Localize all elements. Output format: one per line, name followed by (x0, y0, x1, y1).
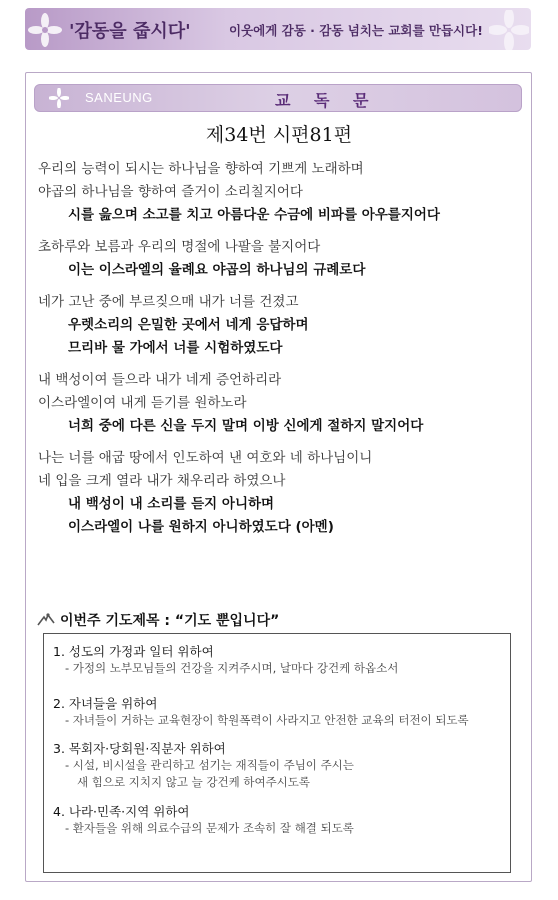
prayer-list (43, 633, 511, 873)
prayer-heading-text: 이번주 기도제목 : “기도 뿐입니다” (60, 613, 280, 629)
prayer-item-detail: - 자녀들이 거하는 교육현장이 학원폭력이 사라지고 안전한 교육의 터전이 되도록 (65, 713, 469, 727)
leader-line: 네 입을 크게 열라 내가 채우리라 하였으나 (38, 473, 286, 489)
response-line: 내 백성이 내 소리를 듣지 아니하며 (68, 496, 275, 512)
leader-line: 이스라엘이여 내게 듣기를 원하노라 (38, 395, 247, 411)
prayer-item (53, 741, 354, 791)
prayer-item (53, 804, 354, 837)
prayer-item-title: 3. 목회자·당회원·직분자 위하여 (53, 741, 226, 756)
response-line: 이는 이스라엘의 율례요 야곱의 하나님의 규례로다 (68, 262, 366, 278)
prayer-item (53, 644, 398, 677)
response-line: 우렛소리의 은밀한 곳에서 네게 응답하며 (68, 317, 309, 333)
praying-hands-icon (36, 613, 56, 627)
leader-line: 야곱의 하나님을 향하여 즐거이 소리칠지어다 (38, 184, 303, 200)
stanza (38, 447, 528, 539)
stanza (38, 158, 528, 227)
stanza (38, 369, 528, 438)
prayer-item-title: 2. 자녀들을 위하여 (53, 696, 158, 711)
flower-icon (28, 13, 62, 47)
section-header (34, 84, 522, 112)
section-title: 교 독 문 (275, 91, 378, 110)
brand-label: SANEUNG (85, 90, 153, 105)
prayer-item-title: 4. 나라·민족·지역 위하여 (53, 804, 190, 819)
flower-decoration-icon (489, 10, 529, 50)
prayer-item-detail: - 환자들을 위해 의료수급의 문제가 조속히 잘 해결 되도록 (65, 821, 354, 835)
leader-line: 내 백성이여 들으라 내가 네게 증언하리라 (38, 372, 282, 388)
prayer-item-detail: 새 힘으로 지치지 않고 늘 강건케 하여주시도록 (77, 775, 311, 789)
stanza (38, 291, 528, 360)
response-line: 너희 중에 다른 신을 두지 말며 이방 신에게 절하지 말지어다 (68, 418, 424, 434)
responsive-reading (38, 158, 528, 548)
leader-line: 네가 고난 중에 부르짖으매 내가 너를 건졌고 (38, 294, 299, 310)
top-banner (25, 8, 531, 50)
flower-icon (49, 88, 69, 108)
banner-subtitle: 이웃에게 감동 · 감동 넘치는 교회를 만듭시다! (229, 23, 483, 38)
prayer-heading (36, 610, 279, 630)
prayer-item-detail: - 시설, 비시설을 관리하고 섬기는 재직들이 주님이 주시는 (65, 758, 354, 772)
stanza (38, 236, 528, 282)
prayer-item-title: 1. 성도의 가정과 일터 위하여 (53, 644, 214, 659)
response-line: 이스라엘이 나를 원하지 아니하였도다 (아멘) (68, 519, 334, 535)
response-line: 시를 읊으며 소고를 치고 아름다운 수금에 비파를 아우를지어다 (68, 207, 440, 223)
leader-line: 초하루와 보름과 우리의 명절에 나팔을 불지어다 (38, 239, 321, 255)
response-line: 므리바 물 가에서 너를 시험하였도다 (68, 340, 283, 356)
psalm-title: 제34번 시편81편 (205, 124, 353, 146)
banner-title: '감동을 줍시다' (69, 21, 191, 42)
prayer-item-detail: - 가정의 노부모님들의 건강을 지켜주시며, 날마다 강건케 하옵소서 (65, 661, 399, 675)
leader-line: 우리의 능력이 되시는 하나님을 향하여 기쁘게 노래하며 (38, 161, 364, 177)
prayer-item (53, 696, 469, 729)
leader-line: 나는 너를 애굽 땅에서 인도하여 낸 여호와 네 하나님이니 (38, 450, 373, 466)
